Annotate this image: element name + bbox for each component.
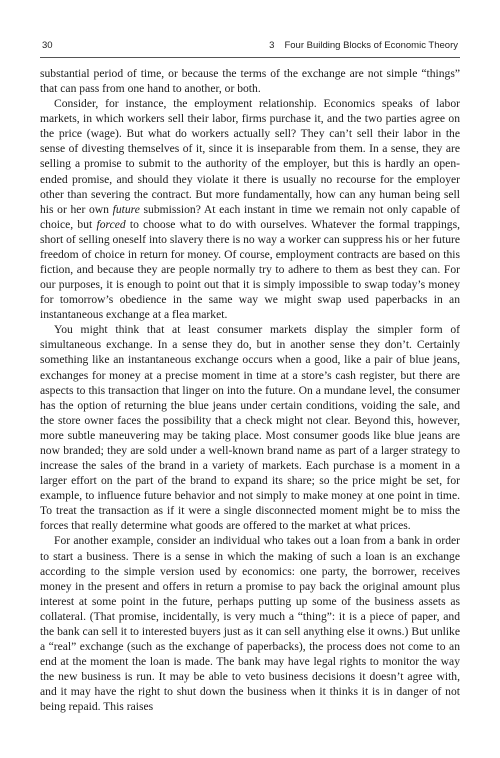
paragraph-consumer-markets: [40, 322, 460, 533]
paragraph-bank-loan: [40, 533, 460, 714]
paragraph-text: substantial period of time, or because the terms of the exchange are not simple “things” that can pass from one hand to another, or both.: [40, 67, 460, 96]
paragraph-text: submission? At each instant in time we remain not only capable of choice, but: [40, 202, 460, 231]
italic-emphasis: forced: [96, 217, 126, 231]
chapter-number: 3: [269, 40, 275, 51]
running-head: [40, 40, 460, 54]
header-rule: [40, 57, 460, 58]
paragraph-continuation: [40, 66, 460, 96]
paragraph-employment: [40, 96, 460, 322]
page-number: 30: [42, 40, 53, 51]
body-text: [40, 66, 460, 714]
paragraph-text: For another example, consider an individual who takes out a loan from a bank in order to start a business. There is a sense in which the making of such a loan is an exchange according to the simple version used by economics: one party, the borrower, receives money in the present and offers in return a promise to pay back the original amount plus interest at some point in the future, perhaps putting up some of the business assets as collateral. (That promise, incidentally, is very much a “thing”: it is a piece of paper, and the bank can sell it to interested buyers just as it can sell anything else it owns.) But unlike a “real” exchange (such as the exchange of paperbacks), the process does not come to an end at the moment the loan is made. The bank may have legal rights to monitor the way the new business is run. It may be able to veto business decisions it doesn’t agree with, and it may have the right to shut down the business when it thinks it is in danger of not being repaid. This raises: [40, 534, 460, 714]
chapter-title: Four Building Blocks of Economic Theory: [284, 40, 458, 51]
italic-emphasis: future: [112, 202, 140, 216]
paragraph-text: to choose what to do with ourselves. Whatever the formal trappings, short of selling oneself into slavery there is no way a worker can suppress his or her future freedom of choice in return for money. Of course, employment contracts are based on this fiction, and because they are people normally try to adhere to them as best they can. For our purposes, it is enough to point out that it is simply impossible to swap today’s money for tomorrow’s obedience in the same way we might swap used paperbacks in an instantaneous exchange at a flea market.: [40, 217, 460, 322]
chapter-heading: [269, 40, 458, 51]
paragraph-text: You might think that at least consumer markets display the simpler form of simultaneous exchange. In a sense they do, but in another sense they don’t. Certainly something like an instantaneous exchange occurs when a good, like a pair of blue jeans, exchanges for money at a precise moment in time at a store’s cash register, but there are aspects to this transaction that linger on into the future. On a mundane level, the consumer has the option of returning the blue jeans under certain conditions, voiding the sale, and the store owner faces the possibility that a check might not clear. Beyond this, however, more subtle maneuvering may be taking place. Most consumer goods like blue jeans are now branded; they are sold under a well-known brand name as part of a larger strategy to increase the sales of the brand in a variety of markets. Each purchase is a moment in a larger effort on the part of the brand to expand its share; so the price might be set, for example, to influence future behavior and not simply to make money at one point in time. To treat the transaction as if it were a single disconnected moment might be to miss the forces that really determine what goods are offered to the market at what prices.: [40, 323, 460, 533]
paragraph-text: Consider, for instance, the employment relationship. Economics speaks of labor markets, in which workers sell their labor, firms purchase it, and the two parties agree on the price (wage). But what do workers actually sell? They can’t sell their labor in the sense of divesting themselves of it, since it is inseparable from them. In a sense, they are selling a promise to submit to the authority of the employer, but this is hardly an open-ended promise, and should they violate it there is usually no recourse for the employer other than severing the contract. But more fundamentally, how can any human being sell his or her own: [40, 97, 460, 216]
